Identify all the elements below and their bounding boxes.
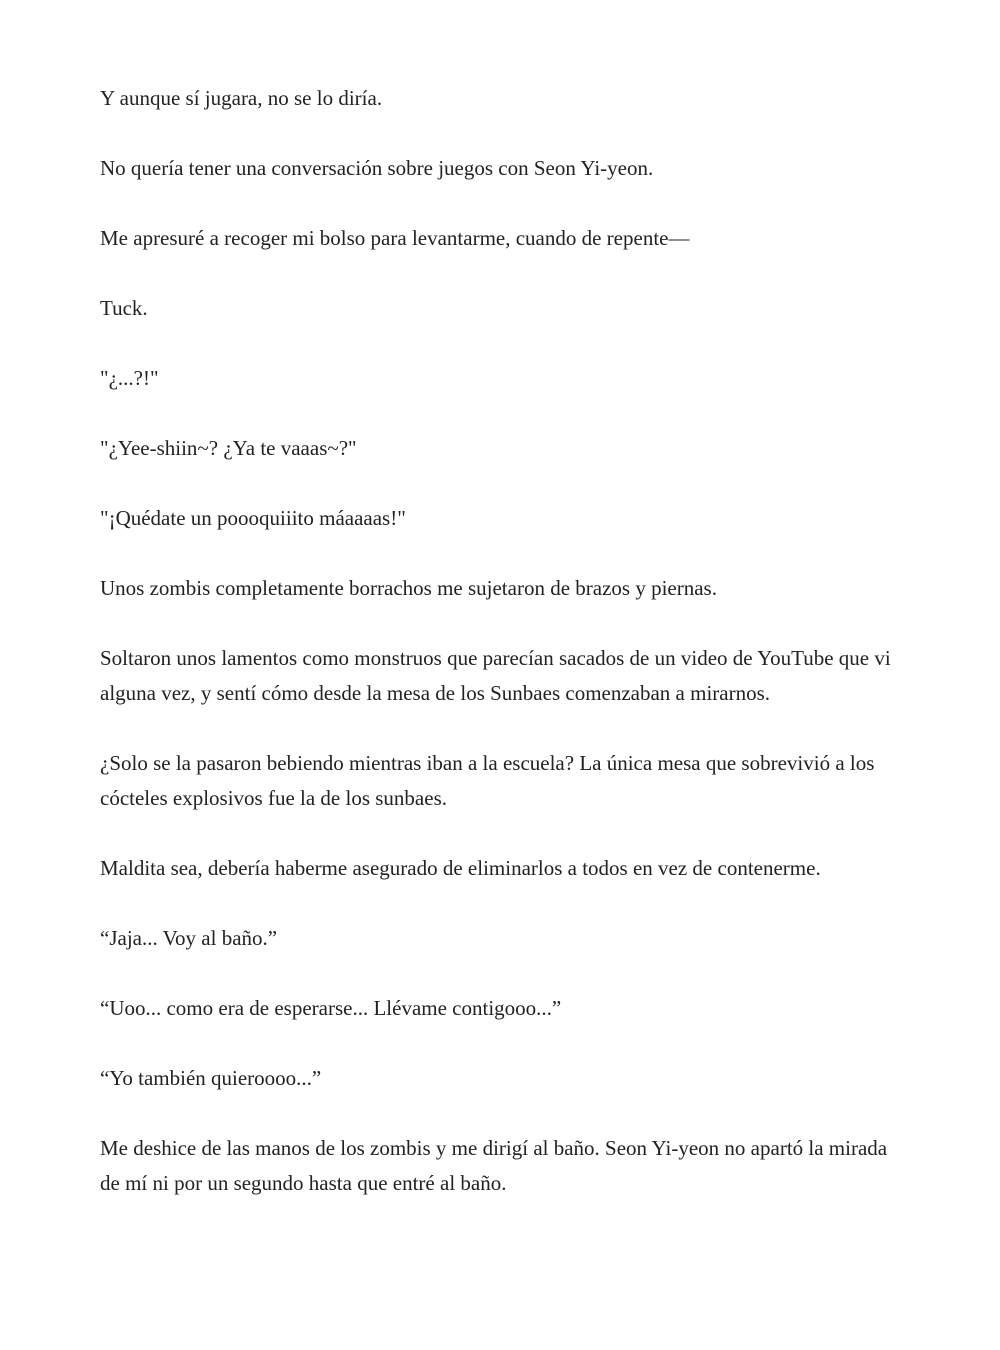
- paragraph: Me apresuré a recoger mi bolso para levantarme, cuando de repente—: [100, 226, 690, 250]
- paragraph: No quería tener una conversación sobre juegos con Seon Yi-yeon.: [100, 156, 654, 180]
- dialogue-line: "¿Yee-shiin~? ¿Ya te vaaas~?": [100, 436, 357, 460]
- dialogue-line: "¿...?!": [100, 366, 159, 390]
- paragraph: Y aunque sí jugara, no se lo diría.: [100, 86, 383, 110]
- dialogue-line: “Yo también quieroooo...”: [100, 1066, 322, 1090]
- paragraph: Tuck.: [100, 296, 148, 320]
- paragraph: Soltaron unos lamentos como monstruos que parecían sacados de un video de YouTube que vi alguna vez, y sentí cómo desde la mesa de los Sunbaes comenzaban a mirarnos.: [100, 646, 891, 705]
- paragraph: Me deshice de las manos de los zombis y me dirigí al baño. Seon Yi-yeon no apartó la mirada de mí ni por un segundo hasta que entré al baño.: [100, 1136, 888, 1195]
- paragraph: ¿Solo se la pasaron bebiendo mientras iban a la escuela? La única mesa que sobrevivió a los cócteles explosivos fue la de los sunbaes.: [100, 751, 875, 810]
- dialogue-line: “Jaja... Voy al baño.”: [100, 926, 278, 950]
- dialogue-line: “Uoo... como era de esperarse... Llévame contigooo...”: [100, 996, 562, 1020]
- dialogue-line: "¡Quédate un poooquiiito máaaaas!": [100, 506, 406, 530]
- paragraph: Maldita sea, debería haberme asegurado de eliminarlos a todos en vez de contenerme.: [100, 856, 821, 880]
- paragraph: Unos zombis completamente borrachos me sujetaron de brazos y piernas.: [100, 576, 717, 600]
